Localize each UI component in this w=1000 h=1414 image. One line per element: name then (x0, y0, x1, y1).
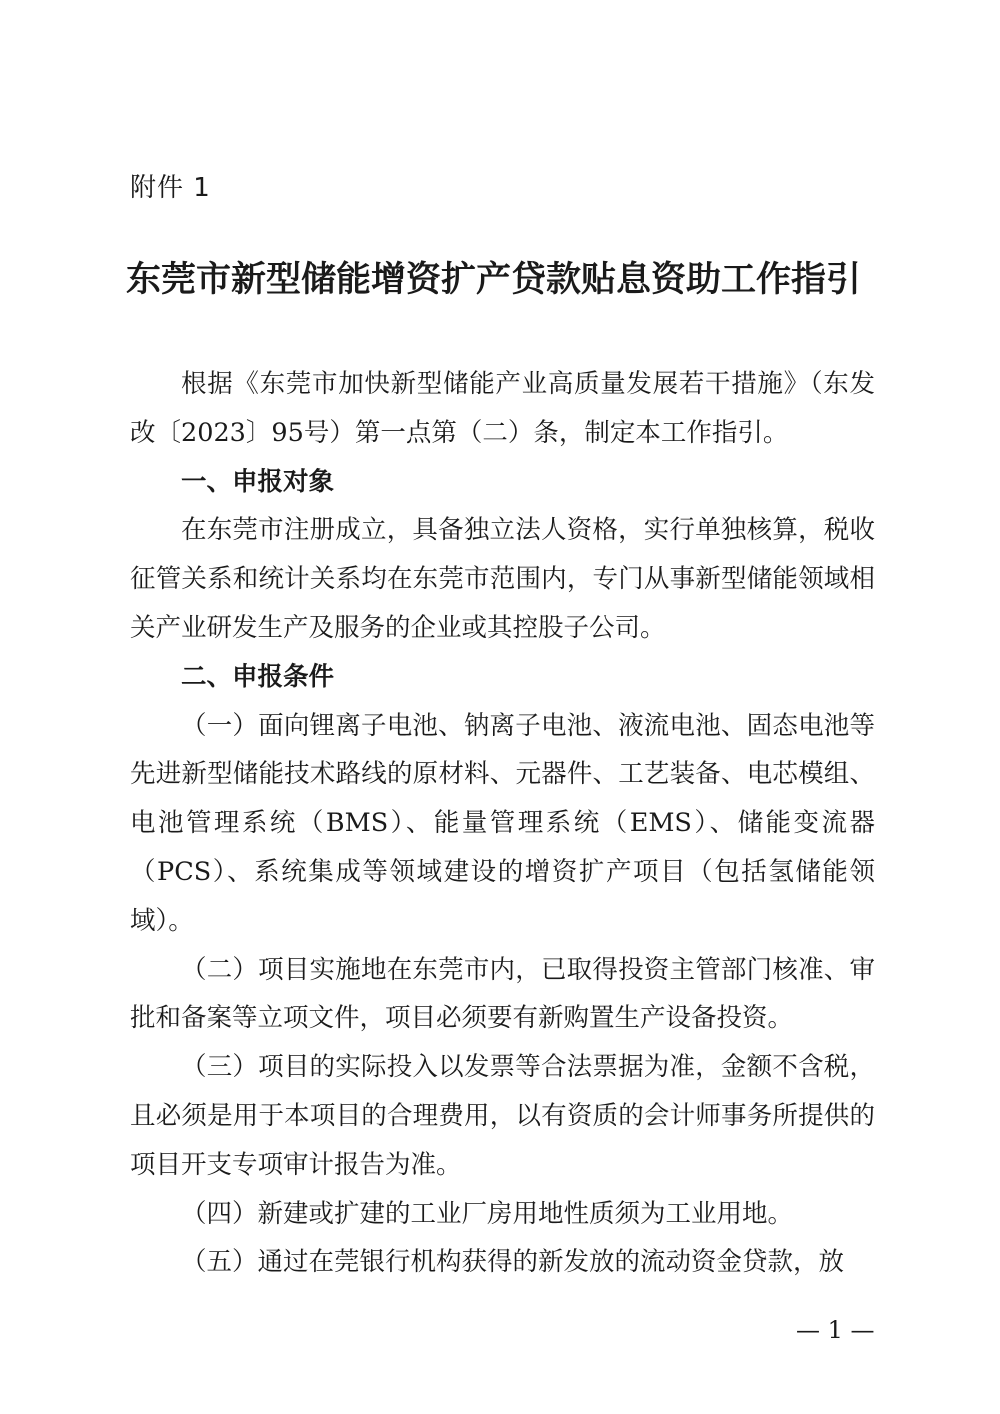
section-heading-2: 二、申报条件 (181, 661, 335, 692)
page-number: — 1 — (796, 1316, 875, 1344)
object-paragraph: 在东莞市注册成立，具备独立法人资格，实行单独核算，税收征管关系和统计关系均在东莞市范围内，专门从事新型储能领域相关产业研发生产及服务的企业或其控股子公司。 (130, 515, 875, 643)
section-heading-1: 一、申报对象 (181, 466, 335, 497)
condition-paragraph-4: （四）新建或扩建的工业厂房用地性质须为工业用地。 (181, 1198, 794, 1229)
document-title: 东莞市新型储能增资扩产贷款贴息资助工作指引 (126, 259, 862, 300)
document-body (130, 360, 875, 1287)
condition-paragraph-2: （二）项目实施地在东莞市内，已取得投资主管部门核准、审批和备案等立项文件，项目必须要有新购置生产设备投资。 (130, 954, 875, 1034)
condition-paragraph-5: （五）通过在莞银行机构获得的新发放的流动资金贷款，放 (181, 1247, 845, 1278)
intro-paragraph: 根据《东莞市加快新型储能产业高质量发展若干措施》（东发改〔2023〕95号）第一点第（二）条，制定本工作指引。 (130, 369, 875, 448)
attachment-label: 附件 1 (130, 173, 211, 203)
condition-paragraph-1: （一）面向锂离子电池、钠离子电池、液流电池、固态电池等先进新型储能技术路线的原材料、元器件、工艺装备、电芯模组、电池管理系统（BMS）、能量管理系统（EMS）、储能变流器（PCS）、系统集成等领域建设的增资扩产项目（包括氢储能领域）。 (130, 710, 875, 936)
condition-paragraph-3: （三）项目的实际投入以发票等合法票据为准，金额不含税，且必须是用于本项目的合理费用，以有资质的会计师事务所提供的项目开支专项审计报告为准。 (130, 1052, 875, 1180)
